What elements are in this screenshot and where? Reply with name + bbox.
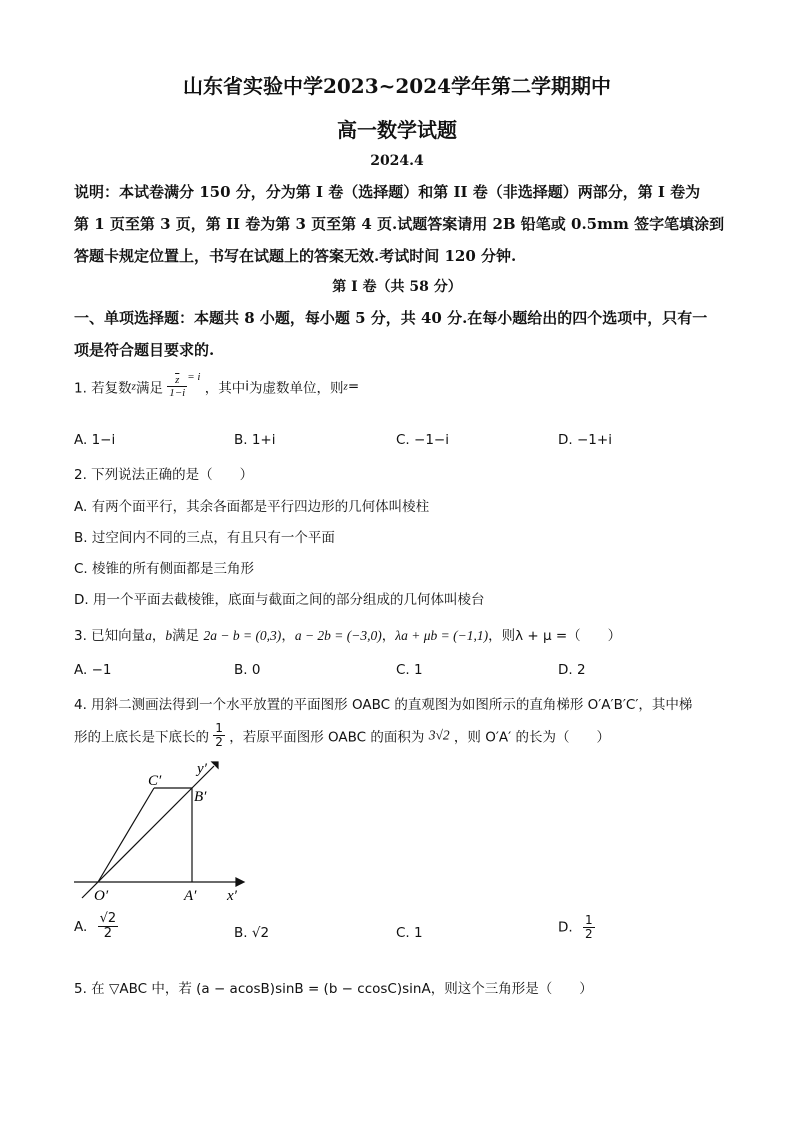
q4-option-c: C. 1: [396, 925, 423, 941]
q3-option-d: D. 2: [558, 662, 586, 678]
q3-comma: ，: [151, 628, 166, 644]
q3-then: ，则: [488, 628, 516, 644]
label-o: O′: [94, 888, 109, 904]
q4-opt-d-fraction: [583, 914, 595, 941]
question-4-line-2: [74, 722, 610, 758]
q3-expr-1: 2a − b = (0,3): [203, 628, 282, 643]
q4-opt-a-label: A.: [74, 918, 88, 935]
q3-stem-a: 3. 已知向量: [74, 628, 146, 644]
question-2-stem: 2. 下列说法正确的是（ ）: [74, 467, 254, 483]
q1-frac-num: $\overline{z}$: [167, 374, 187, 387]
q1-suffix-2: 为虚数单位，则: [249, 380, 344, 397]
q1-option-c: C. −1−i: [396, 432, 449, 448]
q2-option-a: A. 有两个面平行，其余各面都是平行四边形的几何体叫棱柱: [74, 499, 430, 515]
q3-expr-3: λa + μb = (−1,1): [395, 628, 489, 643]
instructions-line-3: 答题卡规定位置上，书写在试题上的答案无效.考试时间 120 分钟.: [74, 247, 517, 265]
part1-heading-line-2: 项是符合题目要求的.: [74, 341, 215, 359]
question-5-stem: 5. 在 ▽ABC 中，若 (a − acosB)sinB = (b − ccosC)sinA，则这个三角形是（ ）: [74, 981, 593, 997]
q4-line2-c: ，则 O′A′ 的长为（ ）: [453, 729, 610, 746]
q2-option-b: B. 过空间内不同的三点，有且只有一个平面: [74, 530, 335, 546]
question-3-stem: 3. 已知向量a，b满足 2a − b = (0,3)，a − 2b = (−3,0)，λa + μb = (−1,1)，则λ + μ =（ ）: [74, 628, 622, 644]
q4-option-d: [558, 914, 595, 954]
q4-opt-a-fraction: [98, 912, 119, 942]
instructions-line-1: 说明：本试卷满分 150 分，分为第 I 卷（选择题）和第 II 卷（非选择题）两部分，第 I 卷为: [74, 183, 701, 201]
label-a: A′: [184, 888, 197, 904]
instructions-line-2: 第 1 页至第 3 页，第 II 卷为第 3 页至第 4 页.试题答案请用 2B 铅笔或 0.5mm 签字笔填涂到: [74, 215, 725, 233]
q1-frac-den: 1−i: [169, 387, 186, 400]
q2-option-c: C. 棱锥的所有侧面都是三角形: [74, 561, 255, 577]
q4-opt-a-num: √2: [99, 911, 117, 926]
q4-half-den: 2: [215, 735, 223, 750]
q3-satisfy: 满足: [172, 628, 200, 644]
question-1-stem: [74, 370, 360, 414]
exam-title: 山东省实验中学2023~2024学年第二学期期中: [182, 74, 612, 98]
exam-subtitle: 高一数学试题: [337, 118, 457, 142]
label-c: C′: [148, 773, 162, 789]
q4-opt-d-num: 1: [584, 913, 593, 927]
q3-expr-2: a − 2b = (−3,0): [294, 628, 382, 643]
q4-area: 3√2: [428, 727, 450, 743]
q4-line2-b: ，若原平面图形 OABC 的面积为: [229, 729, 425, 746]
exam-date: 2024.4: [370, 153, 424, 169]
q3-ask: λ + μ =（ ）: [515, 628, 622, 644]
q3-option-b: B. 0: [234, 662, 261, 678]
section-title: 第 I 卷（共 58 分）: [332, 279, 462, 295]
q4-line2-a: 形的上底长是下底长的: [74, 729, 209, 746]
q3-vec-b: b: [165, 628, 173, 643]
label-x: x′: [227, 888, 237, 904]
q4-opt-a-den: 2: [103, 926, 113, 942]
q1-var-z: z: [131, 380, 136, 393]
q1-option-d: D. −1+i: [558, 432, 612, 448]
q3-option-a: A. −1: [74, 662, 112, 678]
q4-opt-d-label: D.: [558, 919, 573, 936]
q1-option-a: A. 1−i: [74, 432, 116, 448]
q1-end: =: [347, 378, 360, 395]
q2-option-d: D. 用一个平面去截棱锥，底面与截面之间的部分组成的几何体叫棱台: [74, 592, 485, 608]
q4-half-num: 1: [215, 721, 223, 735]
q4-opt-d-den: 2: [584, 927, 593, 942]
q4-option-b: B. √2: [234, 925, 270, 941]
q1-suffix-1: ，其中: [204, 380, 246, 397]
q1-z2: z: [343, 380, 348, 393]
part1-heading-line-1: 一、单项选择题：本题共 8 小题，每小题 5 分，共 40 分.在每小题给出的四个选项中，只有一: [74, 309, 708, 327]
q4-option-a: [74, 912, 118, 954]
q1-fraction: [167, 374, 187, 399]
label-b: B′: [194, 789, 207, 805]
q4-trapezoid-figure: [64, 758, 254, 908]
q3-option-c: C. 1: [396, 662, 423, 678]
q1-option-b: B. 1+i: [234, 432, 276, 448]
q1-mid: 满足: [135, 380, 163, 397]
q1-prefix: 1. 若复数: [74, 380, 132, 397]
q4-half-fraction: [213, 722, 225, 749]
label-y: y′: [197, 761, 207, 777]
q1-eq: = i: [187, 370, 201, 383]
q3-vec-a: a: [145, 628, 152, 643]
q1-i: i: [245, 378, 250, 395]
x-axis-arrow: [236, 878, 244, 886]
question-4-line-1: 4. 用斜二测画法得到一个水平放置的平面图形 OABC 的直观图为如图所示的直角梯形 O′A′B′C′，其中梯: [74, 697, 693, 713]
